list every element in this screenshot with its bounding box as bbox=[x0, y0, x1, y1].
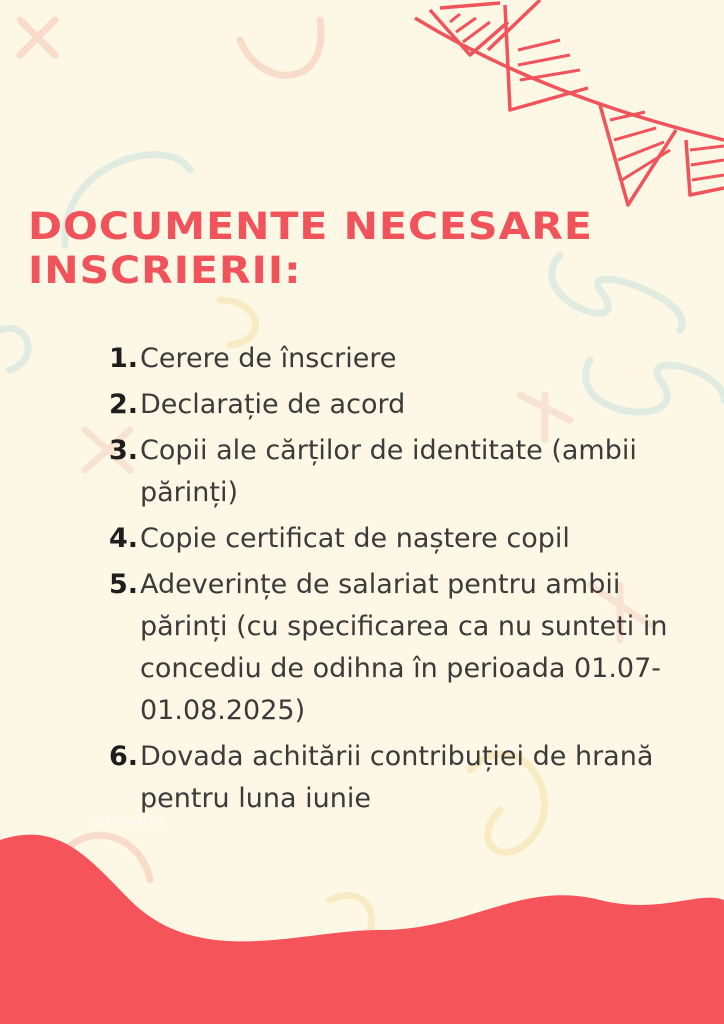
list-item-number: 3. bbox=[108, 435, 138, 466]
list-item-number: 2. bbox=[108, 389, 138, 420]
list-item-number: 4. bbox=[108, 523, 138, 554]
list-item-text: Cerere de înscriere bbox=[140, 343, 397, 374]
list-item-text: Copii ale cărților de identitate (ambii părinți) bbox=[140, 435, 637, 508]
bottom-wave-decoration bbox=[0, 820, 724, 1024]
list-item-number: 1. bbox=[108, 343, 138, 374]
list-item-text: Copie certificat de naștere copil bbox=[140, 523, 570, 554]
list-item bbox=[104, 338, 714, 380]
page-title: DOCUMENTE NECESARE INSCRIERII: bbox=[28, 204, 593, 293]
list-item-number: 6. bbox=[108, 741, 138, 772]
list-item bbox=[104, 430, 714, 514]
list-item bbox=[104, 564, 714, 732]
list-item-text: Dovada achitării contribuției de hrană pentru luna iunie bbox=[140, 741, 654, 814]
documents-list bbox=[104, 338, 714, 824]
list-item bbox=[104, 518, 714, 560]
faint-label: PER MONTH bbox=[89, 816, 165, 829]
list-item bbox=[104, 384, 714, 426]
list-item bbox=[104, 736, 714, 820]
list-item-text: Declarație de acord bbox=[140, 389, 406, 420]
list-item-text: Adeverințe de salariat pentru ambii părinți (cu specificarea ca nu sunteti in concediu de odihna în perioada 01.07-01.08.2025) bbox=[140, 569, 668, 726]
list-item-number: 5. bbox=[108, 569, 138, 600]
bunting-flags-decoration bbox=[0, 0, 724, 220]
